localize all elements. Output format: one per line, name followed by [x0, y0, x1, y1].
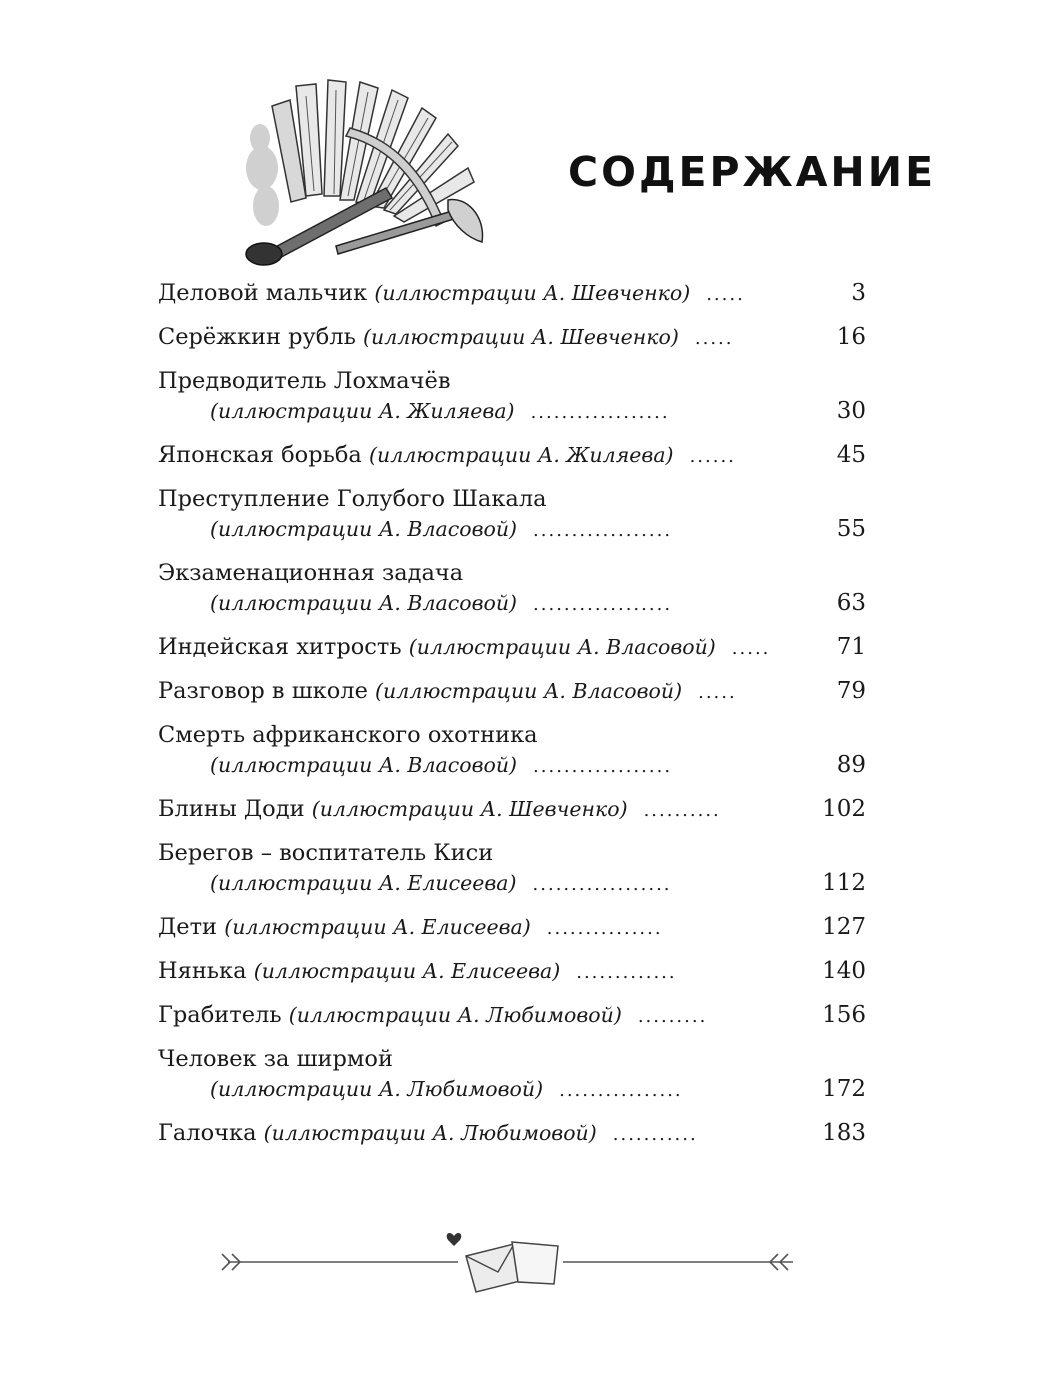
toc-entry	[158, 1118, 868, 1148]
toc-leader-dots: ......	[689, 446, 736, 467]
toc-leader-dots: ..................	[533, 594, 673, 615]
toc-illustrator: (иллюстрации А. Шевченко)	[311, 797, 628, 821]
toc-title: Дети	[158, 914, 218, 940]
toc-title: Экзаменационная задача	[158, 560, 464, 586]
toc-title: Деловой мальчик	[158, 280, 368, 306]
toc-entry	[158, 484, 868, 544]
toc-line	[158, 440, 868, 470]
toc-entry	[158, 440, 868, 470]
toc-illustrator: (иллюстрации А. Власовой)	[408, 635, 716, 659]
toc-leader-dots: ...............	[546, 918, 663, 939]
toc-page-number: 79	[836, 678, 866, 704]
toc-line	[158, 912, 868, 942]
toc-line	[158, 514, 868, 544]
toc-line	[158, 588, 868, 618]
toc-line	[158, 396, 868, 426]
toc-page-number: 3	[851, 280, 866, 306]
toc-line	[158, 956, 868, 986]
toc-title: Грабитель	[158, 1002, 282, 1028]
toc-title: Японская борьба	[158, 442, 362, 468]
toc-leader-dots: .....	[731, 638, 771, 659]
toc-title: Предводитель Лохмачёв	[158, 368, 451, 394]
toc-title: Смерть африканского охотника	[158, 722, 538, 748]
toc-leader-dots: .........	[637, 1006, 708, 1027]
toc-line	[158, 1074, 868, 1104]
toc-leader-dots: ................	[559, 1080, 683, 1101]
toc-title: Преступление Голубого Шакала	[158, 486, 547, 512]
toc-illustrator: (иллюстрации А. Власовой)	[210, 753, 518, 777]
toc-entry	[158, 322, 868, 352]
feathers-pipe-axe-illustration	[236, 76, 502, 266]
toc-page-number: 102	[822, 796, 866, 822]
toc-leader-dots: ..................	[533, 520, 673, 541]
smoke-icon	[246, 124, 279, 226]
toc-line	[158, 558, 868, 588]
toc-title: Индейская хитрость	[158, 634, 402, 660]
toc-page-number: 71	[836, 634, 866, 660]
toc-leader-dots: .....	[698, 682, 737, 703]
toc-illustrator: (иллюстрации А. Любимовой)	[210, 1077, 544, 1101]
toc-entry	[158, 632, 868, 662]
toc-leader-dots: ..................	[533, 756, 673, 777]
toc-illustrator: (иллюстрации А. Елисеева)	[210, 871, 517, 895]
toc-title: Человек за ширмой	[158, 1046, 393, 1072]
toc-line	[158, 1000, 868, 1030]
toc-title: Разговор в школе	[158, 678, 368, 704]
toc-line	[158, 676, 868, 706]
toc-leader-dots: .....	[694, 328, 734, 349]
toc-page-number: 30	[836, 398, 866, 424]
toc-entry	[158, 278, 868, 308]
toc-entry	[158, 558, 868, 618]
toc-line	[158, 484, 868, 514]
toc-line	[158, 750, 868, 780]
toc-illustrator: (иллюстрации А. Елисеева)	[253, 959, 561, 983]
toc-entry	[158, 1044, 868, 1104]
toc-illustrator: (иллюстрации А. Власовой)	[210, 591, 518, 615]
toc-page-number: 89	[836, 752, 866, 778]
toc-leader-dots: ..................	[530, 402, 670, 423]
toc-page-number: 63	[836, 590, 866, 616]
toc-illustrator: (иллюстрации А. Власовой)	[375, 679, 683, 703]
toc-line	[158, 868, 868, 898]
toc-entry	[158, 676, 868, 706]
toc-leader-dots: .............	[576, 962, 677, 983]
toc-page-number: 112	[822, 870, 866, 896]
toc-title: Берегов – воспитатель Киси	[158, 840, 494, 866]
toc-line	[158, 366, 868, 396]
toc-page-number: 16	[836, 324, 866, 350]
toc-page-number: 45	[836, 442, 866, 468]
toc-entry	[158, 1000, 868, 1030]
table-of-contents	[158, 278, 868, 1162]
toc-leader-dots: .....	[706, 284, 745, 305]
toc-page-number: 127	[822, 914, 866, 940]
toc-line	[158, 632, 868, 662]
toc-page-number: 172	[822, 1076, 866, 1102]
toc-title: Блины Доди	[158, 796, 305, 822]
toc-entry	[158, 912, 868, 942]
toc-leader-dots: ...........	[612, 1124, 698, 1145]
toc-line	[158, 1118, 868, 1148]
toc-page-number: 55	[836, 516, 866, 542]
toc-title: Галочка	[158, 1120, 257, 1146]
toc-page-number: 156	[822, 1002, 866, 1028]
toc-entry	[158, 794, 868, 824]
toc-leader-dots: ..................	[532, 874, 672, 895]
toc-illustrator: (иллюстрации А. Шевченко)	[374, 281, 691, 305]
toc-title: Серёжкин рубль	[158, 324, 356, 350]
toc-line	[158, 278, 868, 308]
envelope-icon	[466, 1242, 558, 1292]
toc-illustrator: (иллюстрации А. Любимовой)	[263, 1121, 597, 1145]
toc-illustrator: (иллюстрации А. Любимовой)	[288, 1003, 622, 1027]
toc-title: Нянька	[158, 958, 247, 984]
toc-leader-dots: ..........	[643, 800, 721, 821]
toc-line	[158, 1044, 868, 1074]
heart-icon	[447, 1233, 462, 1246]
toc-line	[158, 794, 868, 824]
toc-entry	[158, 956, 868, 986]
toc-line	[158, 322, 868, 352]
toc-illustrator: (иллюстрации А. Елисеева)	[224, 915, 531, 939]
toc-entry	[158, 838, 868, 898]
toc-illustrator: (иллюстрации А. Шевченко)	[363, 325, 679, 349]
page-title: СОДЕРЖАНИЕ	[568, 148, 937, 196]
toc-page-number: 140	[822, 958, 866, 984]
toc-illustrator: (иллюстрации А. Власовой)	[210, 517, 518, 541]
toc-line	[158, 838, 868, 868]
toc-page-number: 183	[822, 1120, 866, 1146]
toc-line	[158, 720, 868, 750]
toc-entry	[158, 720, 868, 780]
toc-illustrator: (иллюстрации А. Жиляева)	[210, 399, 515, 423]
toc-illustrator: (иллюстрации А. Жиляева)	[369, 443, 674, 467]
toc-entry	[158, 366, 868, 426]
envelope-divider-ornament	[218, 1222, 803, 1304]
